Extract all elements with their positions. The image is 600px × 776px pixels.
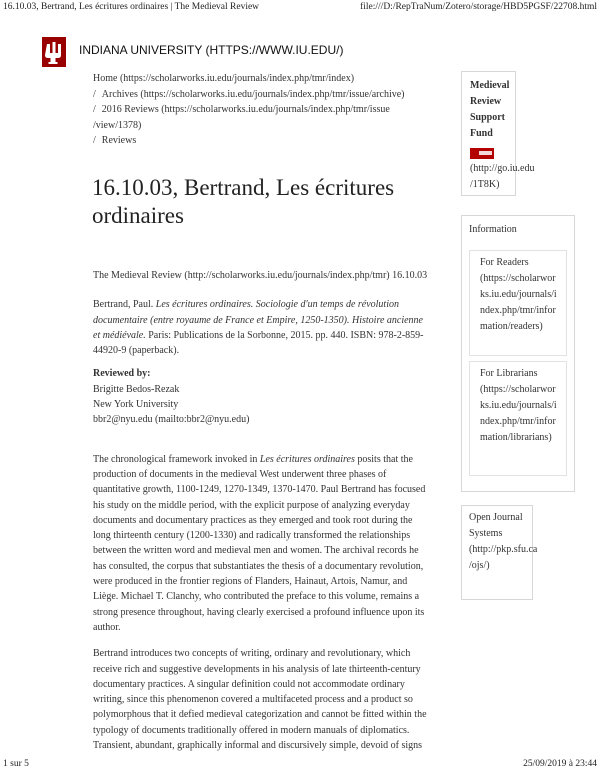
- page-title: 16.10.03, Bertrand, Les écritures ordinaires: [92, 175, 395, 228]
- reviewer-email-link[interactable]: bbr2@nyu.edu (mailto:bbr2@nyu.edu): [93, 414, 250, 426]
- ojs-url: (http://pkp.sfu.ca /ojs/): [469, 544, 538, 571]
- print-timestamp: 25/09/2019 à 23:44: [523, 759, 597, 769]
- iu-header: [42, 37, 562, 69]
- breadcrumb-2016-reviews[interactable]: 2016 Reviews (https://scholarworks.iu.edu/journals/index.php/tmr/issue /view/1378): [93, 104, 390, 131]
- print-footer: [0, 759, 600, 773]
- paragraph-1-start: The chronological framework invoked in: [93, 453, 258, 465]
- breadcrumb-separator: /: [93, 88, 96, 100]
- print-header: [0, 2, 600, 16]
- support-fund-title-line: Medieval: [470, 80, 510, 91]
- information-box: [461, 215, 575, 492]
- book-title: Les écritures ordinaires. Sociologie d'un temps de révolution documentaire (entre royaume de France et Empire, 1250-1350). Histoire ancienne et médiévale.: [93, 299, 423, 341]
- trident-icon: [42, 37, 66, 67]
- book-publication: Paris: Publications de la Sorbonne, 2015. pp. 440. ISBN: 978-2-859-44920-9 (paperback).: [93, 329, 424, 357]
- paragraph-1: [93, 452, 428, 636]
- book-reference: [93, 297, 428, 358]
- journal-citation[interactable]: The Medieval Review (http://scholarworks.iu.edu/journals/index.php/tmr) 16.10.03: [93, 270, 428, 281]
- iu-trident-logo[interactable]: [42, 37, 66, 67]
- page-number: 1 sur 5: [3, 759, 29, 769]
- book-author: Bertrand, Paul.: [93, 299, 154, 311]
- breadcrumb-reviews[interactable]: Reviews: [101, 135, 137, 146]
- support-fund-title-line: Review: [470, 96, 502, 107]
- support-fund-title-line: Fund: [470, 128, 493, 139]
- support-fund-title-line: Support: [470, 112, 506, 123]
- breadcrumb-home[interactable]: Home (https://scholarworks.iu.edu/journals/index.php/tmr/index): [93, 73, 355, 84]
- breadcrumb-separator: /: [93, 104, 96, 115]
- support-fund-box: [461, 71, 535, 196]
- print-header-file-path: file:///D:/RepTraNum/Zotero/storage/HBD5PGSF/22708.html: [360, 2, 597, 12]
- paragraph-1-book-title: Les écritures ordinaires: [259, 453, 355, 465]
- print-header-title: 16.10.03, Bertrand, Les écritures ordinaires | The Medieval Review: [3, 2, 260, 12]
- support-fund-url[interactable]: (http://go.iu.edu /1T8K): [470, 163, 535, 190]
- for-readers-url: (https://scholarworks.iu.edu/journals/index.php/tmr/information/readers): [480, 273, 557, 332]
- reviewer-name: Brigitte Bedos-Rezak: [93, 383, 180, 395]
- reviewed-by-label: Reviewed by:: [93, 368, 151, 380]
- give-now-image[interactable]: [470, 148, 494, 159]
- breadcrumb-separator: /: [93, 135, 96, 146]
- breadcrumb-archives[interactable]: Archives (https://scholarworks.iu.edu/journals/index.php/tmr/issue/archive): [101, 88, 405, 100]
- for-librarians-link[interactable]: [469, 361, 567, 476]
- article-body: [93, 268, 428, 764]
- for-readers-label: For Readers: [480, 257, 529, 268]
- reviewer-affiliation: New York University: [93, 399, 179, 411]
- for-librarians-url: (https://scholarworks.iu.edu/journals/index.php/tmr/information/librarians): [480, 384, 557, 443]
- paragraph-1-rest: posits that the production of documents in the medieval West underwent three phases of quantitative growth, 1100-1249, 1270-1349, 1370-1470. Paul Bertrand has focused his study on the middle period, with the explicit purpose of analyzing everyday documents and documentary practices as they emerged and took root during the long thirteenth century (1200-1330) and radically transformed the relationships between the written word and medieval men and women. The archival records he has consulted, the corpus that substantiates the thesis of a documentary revolution, were produced in the frontier regions of Flanders, Hainaut, Artois, Namur, and Liège. Michael T. Clanchy, who contributed the preface to this volume, remains a strong presence throughout, having clearly exercised a profound influence upon its author.: [93, 453, 426, 633]
- ojs-box[interactable]: [461, 505, 538, 600]
- information-title: Information: [469, 224, 517, 235]
- for-readers-link[interactable]: [469, 250, 567, 356]
- iu-home-link[interactable]: INDIANA UNIVERSITY (HTTPS://WWW.IU.EDU/): [79, 43, 344, 57]
- breadcrumb: [93, 71, 423, 149]
- for-librarians-label: For Librarians: [480, 368, 538, 379]
- ojs-label: Open Journal Systems: [469, 512, 523, 539]
- support-fund-title[interactable]: [470, 78, 510, 142]
- reviewer-block: [93, 366, 428, 427]
- paragraph-2: Bertrand introduces two concepts of writing, ordinary and revolutionary, which receive rich and suggestive developments in his analysis of late thirteenth-century documentary practices. A singular definition could not accommodate ordinary writing, since this phenomenon covered a multifaceted process and a product so polymorphous that it defied medieval categorization and cannot be fitted within the typology of documents traditionally offered in modern manuals of diplomatics. Transient, abundant, graphically informal and discursively simple, devoid of signs: [93, 648, 427, 752]
